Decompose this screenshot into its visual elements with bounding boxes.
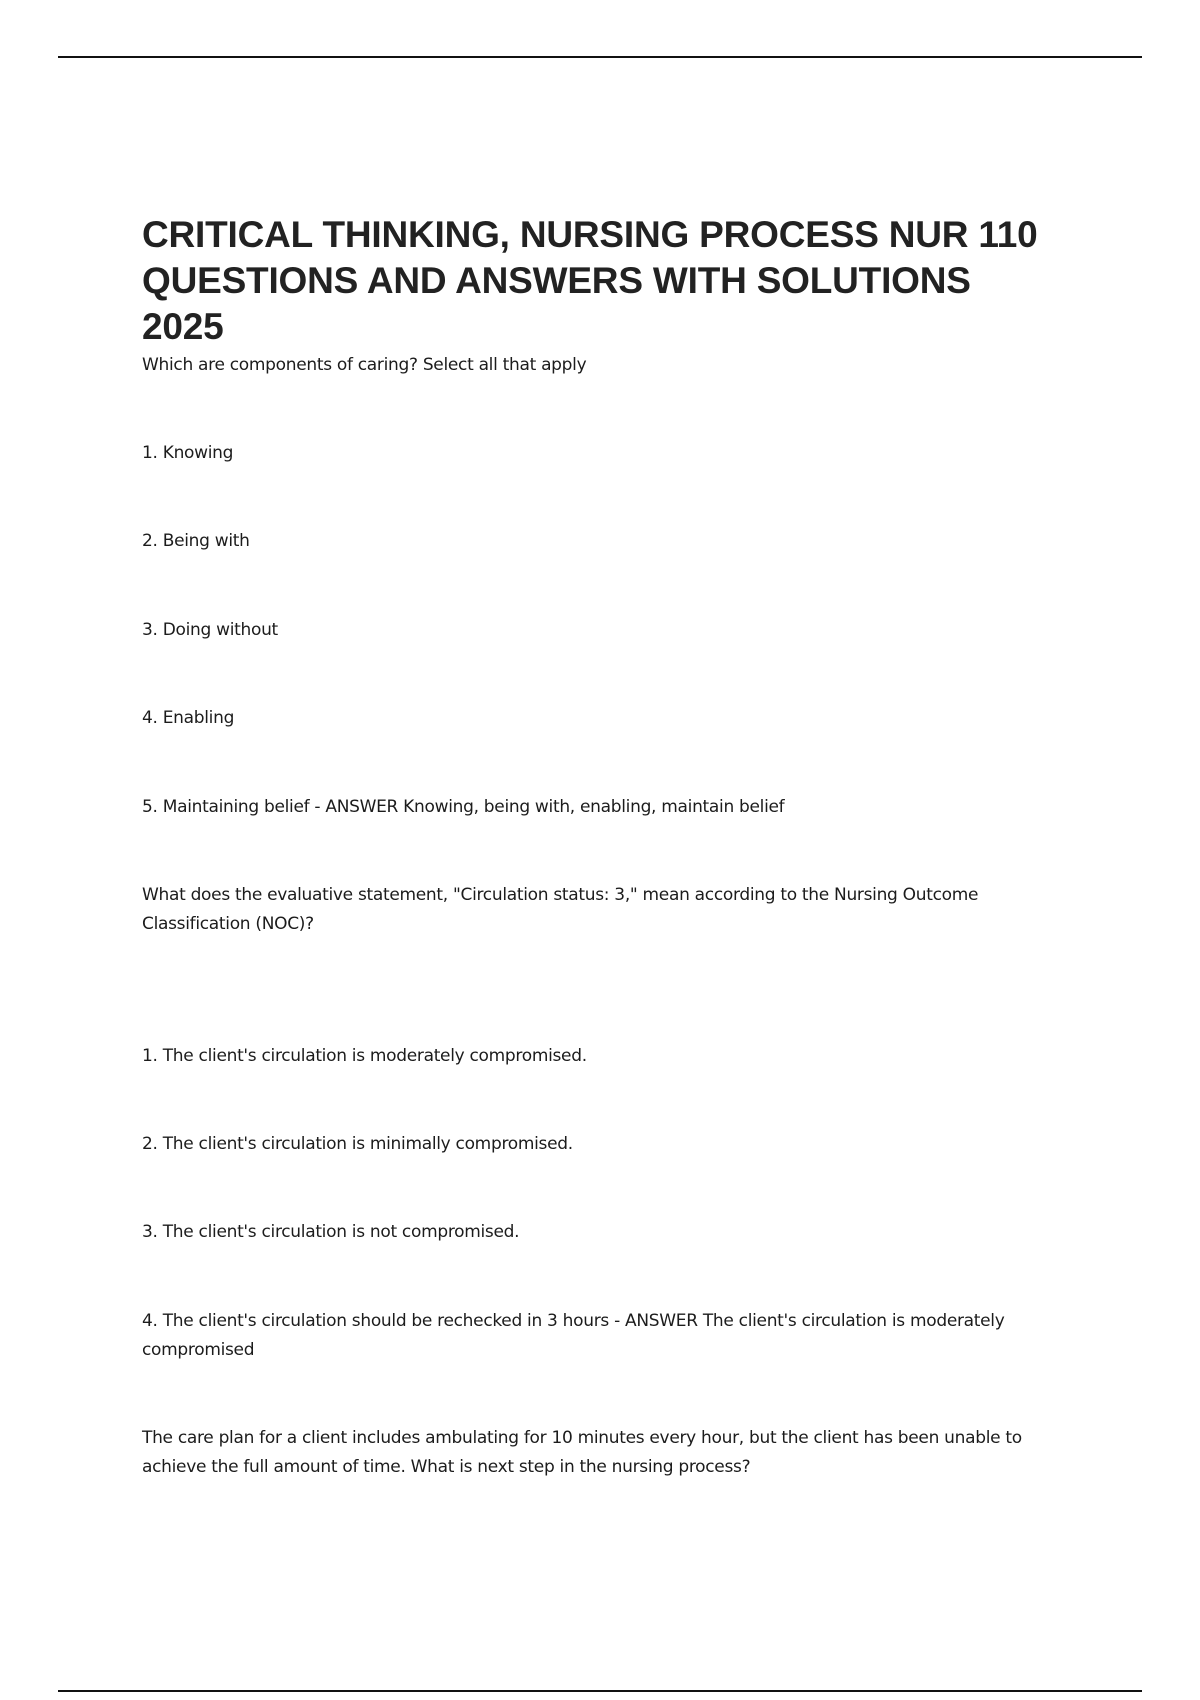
- question-2-option-2: 2. The client's circulation is minimally compromised.: [142, 1134, 573, 1154]
- question-2-option-4-answer: 4. The client's circulation should be rechecked in 3 hours - ANSWER The client's circulation is moderately compromised: [142, 1311, 1005, 1360]
- question-2-option-3: 3. The client's circulation is not compromised.: [142, 1222, 520, 1242]
- question-1-option-5-answer: 5. Maintaining belief - ANSWER Knowing, being with, enabling, maintain belief: [142, 797, 785, 817]
- footer-rule: [58, 1690, 1142, 1692]
- question-1-option-3: 3. Doing without: [142, 620, 278, 640]
- question-2-option-1: 1. The client's circulation is moderately compromised.: [142, 1046, 587, 1066]
- document-title: CRITICAL THINKING, NURSING PROCESS NUR 110 QUESTIONS AND ANSWERS WITH SOLUTIONS 2025: [142, 214, 1038, 347]
- question-1-option-1: 1. Knowing: [142, 443, 234, 463]
- question-3-text: The care plan for a client includes ambulating for 10 minutes every hour, but the client has been unable to achieve the full amount of time. What is next step in the nursing process?: [142, 1428, 1022, 1477]
- question-1-option-2: 2. Being with: [142, 531, 250, 551]
- question-2-text: What does the evaluative statement, "Circulation status: 3," mean according to the Nursing Outcome Classification (NOC)?: [142, 885, 979, 934]
- header-rule: [58, 56, 1142, 58]
- question-1-text: Which are components of caring? Select all that apply: [142, 355, 587, 375]
- question-1-option-4: 4. Enabling: [142, 708, 235, 728]
